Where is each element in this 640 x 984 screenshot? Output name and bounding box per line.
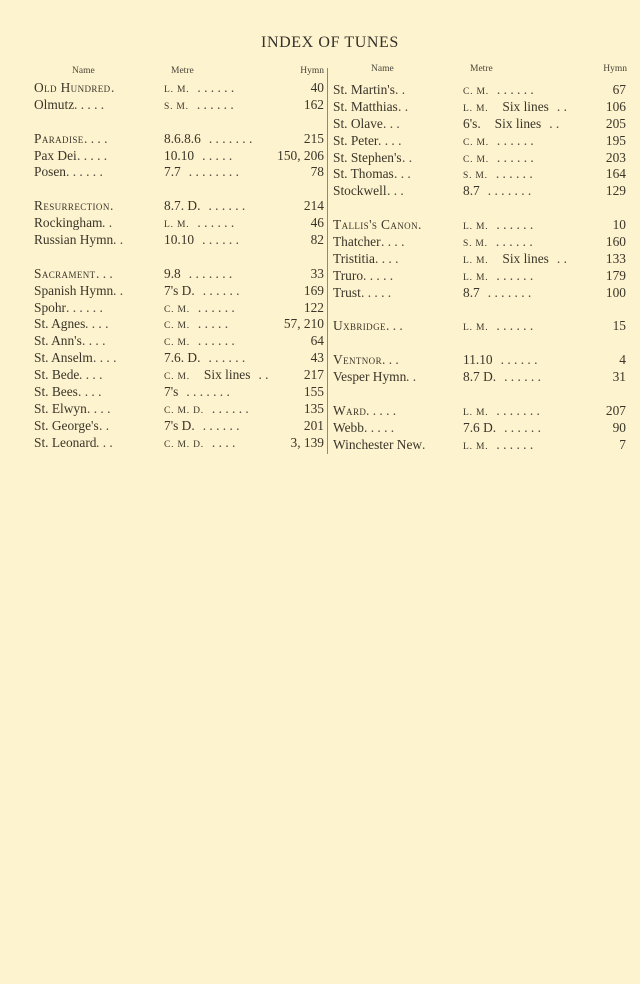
leader-dots: . .: [556, 98, 567, 114]
leader-dots: . . . .: [84, 130, 108, 146]
hymn-number: 46: [310, 215, 324, 231]
leader-dots: .: [110, 198, 114, 214]
leader-dots: . . . .: [378, 132, 402, 148]
tune-metre: [463, 285, 531, 302]
tune-name: St. Peter: [333, 132, 379, 148]
leader-dots: . . . . . .: [202, 417, 240, 433]
hymn-number: 31: [612, 369, 626, 385]
leader-dots: . . . .: [87, 400, 111, 416]
hymn-number: 214: [303, 198, 324, 214]
tune-entry: [34, 164, 324, 181]
metre-value: 8.7: [463, 183, 480, 199]
hymn-number: 15: [612, 318, 626, 334]
column-header: [333, 64, 627, 78]
leader-dots: . .: [556, 250, 567, 266]
tune-name: St. Olave: [333, 115, 383, 131]
leader-dots: . . . .: [93, 350, 117, 366]
tune-name: St. Leonard: [34, 434, 97, 450]
leader-dots: . . . . . .: [496, 149, 534, 165]
leader-dots: . . . . . .: [496, 82, 534, 97]
leader-dots: . . . . . .: [197, 215, 235, 231]
header-hymn: Hymn: [300, 66, 324, 76]
hymn-number: 150, 206: [277, 147, 324, 163]
hymn-number: 179: [605, 267, 626, 283]
leader-dots: . . . .: [211, 434, 236, 450]
hymn-number: 205: [605, 115, 626, 131]
leader-dots: . . . . .: [74, 96, 105, 112]
leader-dots: . .: [549, 115, 560, 131]
hymn-number: 78: [310, 164, 324, 180]
tune-name: Old Hundred: [34, 80, 111, 95]
tune-name: St. Martin's: [333, 82, 395, 97]
hymn-number: 201: [303, 417, 324, 433]
hymn-number: 82: [310, 232, 324, 248]
metre-value: C. M.: [463, 87, 489, 97]
tune-entry: [34, 232, 324, 249]
leader-dots: . . . . . .: [211, 400, 249, 416]
metre-note: Six lines: [203, 367, 251, 383]
header-metre: Metre: [470, 64, 493, 74]
hymn-number: 217: [303, 367, 324, 383]
leader-dots: . . . . . .: [504, 419, 541, 435]
tune-entry: [333, 116, 624, 133]
tune-metre: [463, 420, 541, 437]
leader-dots: . . .: [394, 166, 411, 182]
leader-dots: . . . . . . .: [186, 384, 230, 400]
tune-name: Spanish Hymn: [34, 282, 114, 298]
hymn-number: 4: [619, 352, 626, 368]
hymn-number: 129: [605, 183, 626, 199]
metre-value: L. M.: [463, 103, 489, 114]
metre-value: C. M. D.: [164, 439, 204, 450]
tune-entry: [333, 99, 624, 116]
leader-dots: . . . . . .: [496, 318, 534, 334]
tune-metre: [164, 148, 232, 165]
tune-entry: [333, 369, 624, 386]
leader-dots: . . . . . . .: [208, 130, 253, 146]
tune-name: Vesper Hymn: [333, 369, 407, 385]
metre-value: S. M.: [164, 101, 189, 112]
leader-dots: . . . . . . .: [496, 402, 540, 418]
hymn-number: 160: [605, 234, 626, 250]
leader-dots: . . . .: [85, 316, 109, 332]
header-metre: Metre: [171, 66, 194, 76]
leader-dots: . . . . . .: [496, 267, 534, 283]
tune-list-right: [333, 82, 624, 454]
tune-name: St. Ann's: [34, 333, 82, 349]
tune-entry: [34, 316, 324, 333]
leader-dots: . . . .: [381, 234, 405, 250]
tune-name: Truro: [333, 267, 364, 283]
leader-dots: . . . . . .: [197, 80, 235, 95]
leader-dots: . .: [402, 149, 413, 165]
hymn-number: 207: [605, 402, 626, 418]
hymn-number: 164: [605, 166, 626, 182]
index-column-left: [34, 66, 324, 452]
tune-name: Ventnor: [333, 352, 382, 368]
leader-dots: . . . .: [375, 250, 399, 266]
tune-name: Rockingham: [34, 215, 103, 231]
header-hymn: Hymn: [603, 64, 627, 74]
tune-entry: [34, 131, 324, 148]
tune-name: Tallis's Canon: [333, 217, 418, 233]
tune-metre: [164, 164, 239, 181]
hymn-number: 33: [310, 265, 324, 281]
leader-dots: . .: [113, 282, 124, 298]
hymn-number: 203: [605, 149, 626, 165]
metre-value: 10.10: [164, 147, 195, 163]
metre-value: 7.6 D.: [463, 419, 497, 435]
tune-entry: [333, 150, 624, 167]
metre-value: 6's.: [463, 115, 481, 131]
leader-dots: . . .: [383, 115, 400, 131]
hymn-number: 57, 210: [283, 316, 324, 332]
tune-entry: [34, 97, 324, 114]
tune-metre: [463, 116, 559, 133]
leader-dots: . . . . . .: [500, 352, 538, 368]
tune-name: St. Thomas: [333, 166, 394, 182]
tune-entry: [333, 217, 624, 234]
tune-name: Paradise: [34, 130, 84, 146]
hymn-number: 195: [605, 132, 626, 148]
hymn-number: 10: [612, 217, 626, 233]
leader-dots: . . . . . .: [197, 299, 235, 315]
metre-value: L. M.: [463, 407, 489, 418]
tune-entry: [34, 80, 324, 97]
metre-value: S. M.: [463, 239, 488, 250]
leader-dots: . . . . .: [363, 267, 394, 283]
tune-entry: [34, 215, 324, 232]
leader-dots: . . . . . .: [66, 164, 103, 180]
leader-dots: . .: [102, 215, 113, 231]
tune-name: St. Bede: [34, 367, 80, 383]
leader-dots: . . . . . .: [66, 299, 103, 315]
tune-entry: [34, 384, 324, 401]
leader-dots: . . . . .: [197, 316, 229, 332]
tune-entry: [34, 266, 324, 283]
metre-value: C. M.: [164, 321, 190, 332]
leader-dots: . . . .: [79, 367, 103, 383]
leader-dots: . . . . . .: [202, 232, 239, 248]
tune-name: Sacrament: [34, 265, 96, 281]
hymn-number: 67: [612, 82, 626, 97]
leader-dots: . . .: [386, 318, 403, 334]
metre-value: 7's D.: [164, 417, 195, 433]
leader-dots: . . . .: [82, 333, 106, 349]
tune-name: Tristitia: [333, 250, 375, 266]
section-gap: [333, 302, 624, 319]
tune-name: Olmutz: [34, 96, 75, 112]
index-column-right: [333, 64, 627, 454]
tune-entry: [34, 300, 324, 317]
section-gap: [34, 249, 324, 266]
leader-dots: . . . . . .: [504, 369, 541, 385]
tune-entry: [34, 350, 324, 367]
tune-entry: [34, 401, 324, 418]
tune-name: Trust: [333, 284, 361, 300]
tune-entry: [34, 367, 324, 384]
metre-value: 7.6. D.: [164, 350, 201, 366]
leader-dots: . . . . . .: [496, 217, 534, 233]
tune-entry: [34, 198, 324, 215]
leader-dots: . . .: [96, 265, 113, 281]
leader-dots: .: [418, 217, 422, 233]
tune-entry: [333, 268, 624, 285]
hymn-number: 169: [303, 282, 324, 298]
tune-name: Stockwell: [333, 183, 387, 199]
hymn-number: 3, 139: [290, 434, 324, 450]
hymn-number: 215: [303, 130, 324, 146]
metre-value: 11.10: [463, 352, 493, 368]
tune-entry: [333, 133, 624, 150]
tune-metre: [463, 369, 541, 386]
hymn-number: 7: [619, 436, 626, 452]
leader-dots: . . . . . .: [208, 198, 246, 214]
metre-value: 8.7 D.: [463, 369, 497, 385]
hymn-number: 90: [612, 419, 626, 435]
metre-value: 7's D.: [164, 282, 195, 298]
metre-value: C. M.: [463, 137, 489, 148]
metre-value: C. M.: [164, 372, 190, 383]
tune-entry: [333, 437, 624, 454]
hymn-number: 133: [605, 250, 626, 266]
metre-value: L. M.: [164, 220, 190, 231]
tune-metre: [164, 384, 230, 401]
tune-entry: [34, 148, 324, 165]
tune-metre: [164, 198, 245, 215]
metre-value: C. M. D.: [164, 405, 204, 416]
leader-dots: . . . . .: [364, 419, 395, 435]
tune-entry: [333, 352, 624, 369]
tune-metre: [164, 350, 245, 367]
tune-entry: [333, 403, 624, 420]
leader-dots: . . .: [382, 352, 399, 368]
tune-entry: [333, 285, 624, 302]
leader-dots: . . . .: [78, 384, 102, 400]
tune-name: Spohr: [34, 299, 66, 315]
tune-entry: [333, 234, 624, 251]
header-name: Name: [371, 64, 394, 74]
leader-dots: . . . . . . .: [188, 265, 233, 281]
tune-metre: [164, 283, 240, 300]
leader-dots: . . . . . .: [495, 166, 533, 182]
header-name: Name: [72, 66, 95, 76]
metre-value: 7.7: [164, 164, 181, 180]
tune-entry: [333, 318, 624, 335]
column-divider: [327, 68, 328, 454]
leader-dots: . . . . . .: [196, 96, 234, 112]
tune-entry: [333, 420, 624, 437]
leader-dots: . . . . . .: [208, 350, 246, 366]
tune-entry: [34, 333, 324, 350]
tune-name: St. Anselm: [34, 350, 93, 366]
hymn-number: 122: [303, 299, 324, 315]
metre-value: C. M.: [164, 304, 190, 315]
leader-dots: . . . . . .: [202, 282, 240, 298]
tune-metre: [164, 232, 239, 249]
leader-dots: . . . . . . .: [487, 183, 532, 199]
tune-name: Resurrection: [34, 198, 110, 214]
leader-dots: . . . . . .: [496, 436, 534, 452]
leader-dots: . . . . . .: [197, 333, 235, 349]
section-gap: [333, 335, 624, 352]
hymn-number: 135: [303, 400, 324, 416]
tune-entry: [333, 251, 624, 268]
leader-dots: . . . . .: [77, 147, 108, 163]
metre-note: Six lines: [502, 250, 549, 266]
tune-entry: [333, 82, 624, 99]
hymn-number: 106: [605, 98, 626, 114]
tune-name: Pax Dei: [34, 147, 77, 163]
tune-name: Winchester New: [333, 436, 423, 452]
leader-dots: . . . . . . . .: [188, 164, 239, 180]
leader-dots: . .: [113, 232, 124, 248]
metre-value: 9.8: [164, 265, 181, 281]
hymn-number: 100: [605, 284, 626, 300]
tune-metre: [463, 352, 537, 369]
page-title: INDEX OF TUNES: [261, 34, 399, 51]
tune-name: St. Agnes: [34, 316, 86, 332]
metre-value: L. M.: [463, 222, 489, 233]
tune-entry: [34, 435, 324, 452]
tune-name: Posen: [34, 164, 66, 180]
leader-dots: . . . . .: [366, 402, 397, 418]
metre-value: S. M.: [463, 171, 488, 182]
section-gap: [333, 200, 624, 217]
tune-entry: [34, 283, 324, 300]
leader-dots: . . . . . .: [495, 234, 533, 250]
tune-metre: [164, 266, 232, 283]
leader-dots: . . . . . . .: [487, 284, 532, 300]
leader-dots: .: [422, 436, 426, 452]
tune-entry: [333, 183, 624, 200]
metre-note: Six lines: [494, 115, 542, 131]
leader-dots: . . . . .: [202, 147, 233, 163]
hymn-number: 155: [303, 384, 324, 400]
tune-metre: [463, 437, 533, 456]
tune-name: Uxbridge: [333, 318, 386, 334]
column-header: [34, 66, 324, 80]
leader-dots: . . .: [96, 434, 113, 450]
tune-entry: [333, 166, 624, 183]
section-gap: [333, 386, 624, 403]
tune-name: Russian Hymn: [34, 232, 114, 248]
tune-metre: [164, 418, 240, 435]
tune-name: Thatcher: [333, 234, 381, 250]
tune-name: St. Matthias: [333, 98, 398, 114]
tune-name: Webb: [333, 419, 364, 435]
metre-note: Six lines: [502, 98, 549, 114]
leader-dots: . .: [99, 417, 110, 433]
hymn-number: 64: [310, 333, 324, 349]
tune-name: St. Stephen's: [333, 149, 402, 165]
leader-dots: . . .: [387, 183, 404, 199]
tune-list-left: [34, 80, 324, 452]
tune-name: St. Bees: [34, 384, 78, 400]
tune-name: Ward: [333, 402, 367, 418]
leader-dots: . .: [258, 367, 269, 383]
leader-dots: . .: [406, 369, 417, 385]
metre-value: L. M.: [463, 272, 489, 283]
metre-value: 10.10: [164, 232, 195, 248]
leader-dots: .: [111, 80, 115, 95]
hymn-number: 40: [310, 80, 324, 95]
tune-name: St. George's: [34, 417, 99, 433]
tune-metre: [164, 435, 235, 454]
leader-dots: . .: [395, 82, 406, 97]
tune-metre: [164, 97, 234, 116]
metre-value: C. M.: [463, 154, 489, 165]
leader-dots: . . . . . .: [496, 132, 534, 148]
metre-value: 8.7. D.: [164, 198, 201, 214]
tune-metre: [164, 131, 252, 148]
metre-value: 7's: [164, 384, 179, 400]
tune-name: St. Elwyn: [34, 400, 87, 416]
metre-value: 8.6.8.6: [164, 130, 201, 146]
metre-value: L. M.: [463, 441, 489, 452]
metre-value: 8.7: [463, 284, 480, 300]
section-gap: [34, 114, 324, 131]
tune-metre: [463, 183, 531, 200]
metre-value: L. M.: [164, 85, 190, 95]
hymn-number: 43: [310, 350, 324, 366]
section-gap: [34, 181, 324, 198]
hymn-number: 162: [303, 96, 324, 112]
metre-value: L. M.: [463, 323, 489, 334]
leader-dots: . .: [398, 98, 409, 114]
leader-dots: . . . . .: [361, 284, 392, 300]
metre-value: L. M.: [463, 255, 489, 266]
metre-value: C. M.: [164, 338, 190, 349]
tune-entry: [34, 418, 324, 435]
tune-metre: [463, 318, 533, 337]
